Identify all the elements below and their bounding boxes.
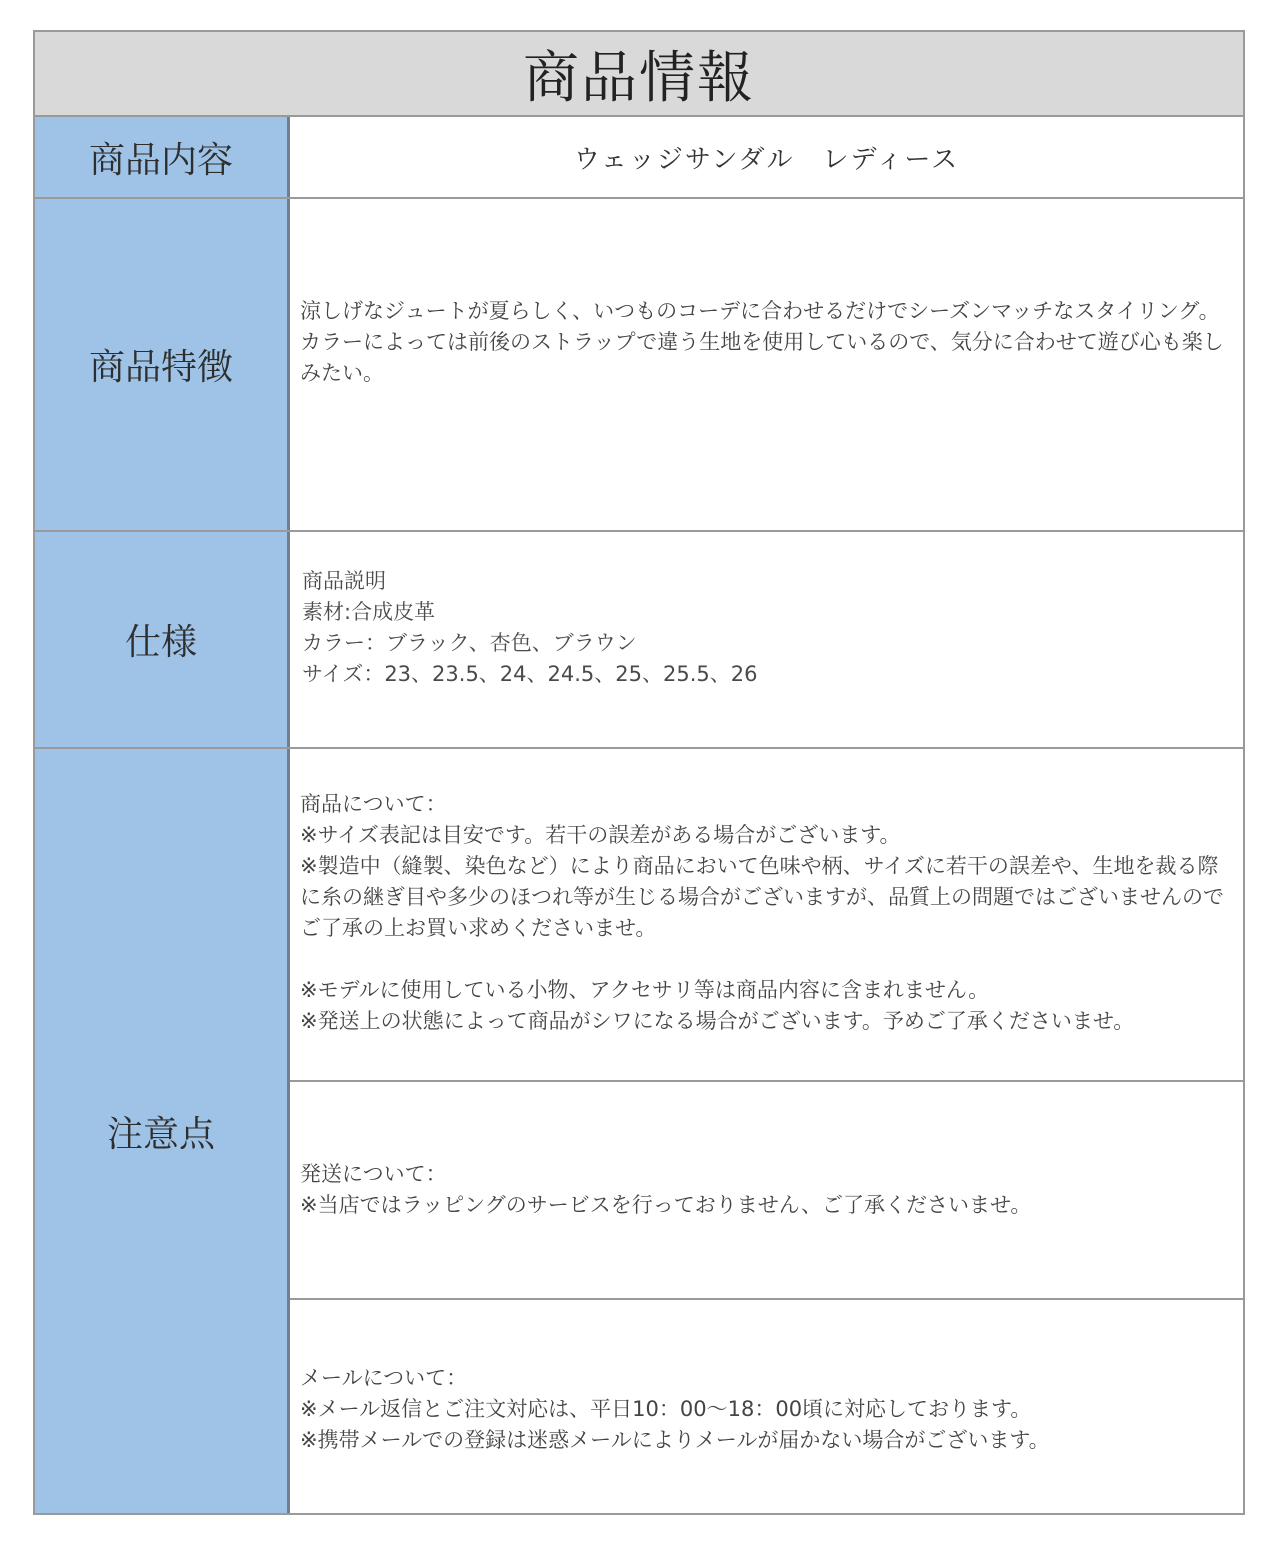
features-line: 涼しげなジュートが夏らしく、いつものコーデに合わせるだけでシーズンマッチなスタイリング。 (300, 299, 1220, 323)
product-info-table (33, 30, 1245, 1515)
label-product-content: 商品内容 (35, 117, 290, 197)
table-title: 商品情報 (35, 32, 1243, 117)
notes-line: ※メール返信とご注文対応は、平日10：00～18：00頃に対応しております。 (300, 1397, 1032, 1421)
notes-line: ※製造中（縫製、染色など）により商品において色味や柄、サイズに若干の誤差や、生地を裁る際に糸の継ぎ目や多少のほつれ等が生じる場合がございますが、品質上の問題ではございませんのでご了承の上お買い求めくださいませ。 (300, 854, 1224, 940)
value-spec (290, 532, 1243, 747)
label-product-features: 商品特徴 (35, 199, 290, 530)
label-notes: 注意点 (35, 749, 290, 1513)
product-name: ウェッジサンダル レディース (573, 144, 960, 175)
notes-line: 商品について： (300, 792, 447, 816)
divider (290, 1080, 1243, 1082)
notes-product (300, 789, 1231, 1037)
spec-line: 素材:合成皮革 (302, 600, 436, 624)
divider (290, 1298, 1243, 1300)
notes-line: ※サイズ表記は目安です。若干の誤差がある場合がございます。 (300, 823, 901, 847)
row-notes (35, 749, 1243, 1513)
label-spec: 仕様 (35, 532, 290, 747)
notes-line: ※モデルに使用している小物、アクセサリ等は商品内容に含まれません。 (300, 978, 990, 1002)
value-product-features (290, 199, 1243, 530)
notes-mail (300, 1363, 1231, 1456)
notes-line: ※携帯メールでの登録は迷惑メールによりメールが届かない場合がございます。 (300, 1428, 1050, 1452)
notes-line: ※当店ではラッピングのサービスを行っておりません、ご了承くださいませ。 (300, 1193, 1032, 1217)
row-product-features (35, 199, 1243, 530)
spec-line: 商品説明 (302, 569, 386, 593)
value-notes (290, 749, 1243, 1513)
notes-shipping (300, 1159, 1231, 1221)
notes-line: メールについて： (300, 1366, 468, 1390)
value-product-content (290, 117, 1243, 197)
notes-line: 発送について： (300, 1162, 447, 1186)
spec-line: カラー：ブラック、杏色、ブラウン (302, 631, 637, 655)
spec-text (302, 566, 757, 690)
features-text (300, 296, 1231, 389)
features-line: カラーによっては前後のストラップで違う生地を使用しているので、気分に合わせて遊び心も楽しみたい。 (300, 330, 1224, 385)
notes-spacer (300, 944, 1231, 975)
row-spec (35, 532, 1243, 747)
row-product-content (35, 117, 1243, 197)
spec-line: サイズ：23、23.5、24、24.5、25、25.5、26 (302, 662, 758, 686)
notes-line: ※発送上の状態によって商品がシワになる場合がございます。予めご了承くださいませ。 (300, 1009, 1135, 1033)
